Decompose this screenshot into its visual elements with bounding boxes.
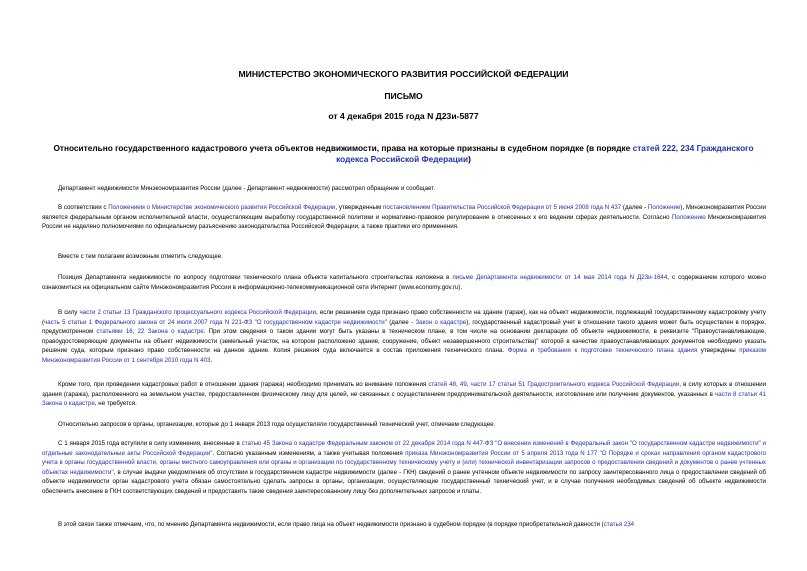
paragraph-text: , утвержденным [335,204,384,211]
paragraph-text: В силу [58,309,80,316]
paragraph-text: Вместе с тем полагаем возможным отметить следующее. [58,253,223,260]
paragraph-text: , в силу которых в отношении здания (гаража), расположенного на земельном участке, предоставленном физическому лицу для целей, не связанных с осуществлением предпринимательской деятельности, изготовление или получение документов, указанных в [42,381,767,398]
paragraph-text: , с содержанием которого можно ознакомиться на официальном сайте Минэкономразвития России в информационно-телекоммуникационной сети Интернет (www.economy.gov.ru). [42,274,766,291]
paragraph-technical-plan [42,273,766,292]
paragraph-text: . Согласно указанным изменениям, а также учитывая положения [212,449,406,457]
document-type-heading: ПИСЬМО [384,91,423,101]
regulation-short-link[interactable]: Положение [647,204,681,211]
paragraph-text: , [466,381,471,388]
article-41-link[interactable]: части 8 статьи 41 Закона о кадастре [42,390,767,408]
paragraph-text: , [456,381,460,388]
regulation-link[interactable]: Положением о Министерстве экономического развития Российской Федерации [108,204,336,211]
paragraph-text: Минэкономразвития России не наделено полномочиями по официальному разъяснению законодательства Российской Федерации, а также практики его применения. [42,213,767,231]
paragraph-court-decision [42,308,766,366]
urban-code-link[interactable]: части 17 статьи 51 Градостроительного кодекса Российской Федерации [470,381,680,388]
paragraph-text: , в случае выдачи уведомления об отсутствии в государственном кадастре недвижимости (далее - ГКН) сведений о ранее учтенном объекте недвижимости по запросу заинтересованного лица о предоставлении сведений об объекте недвижимости орган кадастрового учета обязан самостоятельно сделать запросы в органы, организации, осуществляющие государственный технический учет, и в случае получения необходимых сведений об объекте недвижимости обеспечить внесение в ГКН соответствующих сведений и предоставить такие сведения заинтересованному лицу без дополнительных запросов и платы. [42,468,766,495]
article-48-link[interactable]: статей 48 [428,381,457,388]
federal-law-447-link[interactable]: статью 45 Закона о кадастре Федеральным законом от 22 декабря 2014 года N 447-ФЗ "О внесении изменений в Федеральный закон "О государственном кадастре недвижимости" и отдельные законодательные акты Российской Федерации" [42,440,766,457]
regulation-short-link-2[interactable]: Положению [671,213,706,221]
paragraph-text: , не требуется. [94,400,137,408]
government-decree-link[interactable]: постановлением Правительства Российской Федерации от 5 июня 2008 года N 437 [383,204,622,211]
paragraph-text: Относительно запросов в органы, организации, которые до 1 января 2013 года осуществляли государственный технический учет, отмечаем следующее. [58,421,496,428]
paragraph-text: . [210,356,213,364]
paragraph-text: В этой связи также отмечаем, что, по мнению Департамента недвижимости, если право лица на объект недвижимости признано в судебном порядке (в порядке приобретательной давности ( [58,521,604,528]
paragraph-text: С 1 января 2015 года вступили в силу изменения, внесенные в [58,440,242,447]
article-234-link[interactable]: статья 234 [603,521,635,528]
requirements-link[interactable]: требования к подготовке технического плана здания [537,347,698,355]
paragraph-requests [42,420,766,430]
paragraph-conclusion [42,520,766,530]
paragraph-text: (далее - [386,318,416,326]
paragraph-text: Позиция Департамента недвижимости по вопросу подготовки технического плана объекта капитального строительства изложена в [58,274,453,281]
paragraph-text: ), государственный кадастровый учет в отношении такого здания может быть осуществлен в порядке, предусмотренном [42,318,767,336]
title-text-end: ) [468,154,471,164]
document-title [40,143,767,165]
paragraph-text: , если решением суда признано право собственности на здание (гараж), как на объект недвижимости, подлежащий государственному кадастровому учету ( [42,309,767,326]
paragraph-competence [42,203,766,232]
paragraph-text: , [132,328,138,336]
article-16-link[interactable]: статьями 16 [96,328,133,336]
paragraph-text: . При этом сведения о таком здании могут быть указаны в техническом плане, в том числе на основании декларации об объекте недвижимости, в реквизите "Правоустанавливающие, правоудостоверяющие документы на объект недвижимости (земельный участок, на котором расположено здание, сооружение, объект незавершенного строительства)" которой в качестве правоустанавливающих документов необходимо указать решение суда, которым признано право собственности на данное здание. Копия решения суда включается в состав приложения технического плана. [42,328,766,355]
paragraph-text: Кроме того, при проведении кадастровых работ в отношении здания (гаража) необходимо принимать во внимание положения [58,381,429,388]
department-letter-link[interactable]: письме Департамента недвижимости от 14 мая 2014 года N Д23и-1644 [452,274,668,281]
paragraph-text: (далее - [621,204,648,211]
paragraph-text: В соответствии с [58,204,109,211]
paragraph-text: и [526,347,538,355]
civil-procedure-code-link[interactable]: части 2 статьи 13 Гражданского процессуального кодекса Российской Федерации [79,309,317,316]
paragraph-text: Департамент недвижимости Минэкономразвития России (далее - Департамент недвижимости) рассмотрел обращение и сообщает. [58,185,436,192]
cadastre-law-link[interactable]: Закон о кадастре [415,318,467,326]
ministry-heading: МИНИСТЕРСТВО ЭКОНОМИЧЕСКОГО РАЗВИТИЯ РОССИЙСКОЙ ФЕДЕРАЦИИ [238,69,569,79]
paragraph-urban-code [42,380,766,409]
article-49-link[interactable]: 49 [459,381,467,388]
order-403-link[interactable]: приказом Минэкономразвития России от 1 сентября 2010 года N 403 [42,347,766,364]
form-link[interactable]: Форма [507,347,527,355]
paragraph-note [42,252,766,262]
order-177-link[interactable]: приказа Минэкономразвития России от 5 апреля 2013 года N 177 "О Порядке и сроках направления органом кадастрового учета в органы государственной власти, органы местного самоуправления или органы и организации по государственному техническому учету и (или) технической инвентаризации запросов о предоставлении сведений и документов о ранее учтенных объектах недвижимости" [42,449,766,476]
document-date-number: от 4 декабря 2015 года N Д23и-5877 [328,111,479,121]
article-22-link[interactable]: 22 Закона о кадастре [137,328,204,336]
paragraph-intro [42,184,766,194]
federal-law-221-link[interactable]: часть 5 статьи 1 Федерального закона от 24 июля 2007 года N 221-ФЗ "О государственном кадастре недвижимости" [44,318,387,326]
paragraph-text: ), Минэкономразвития России является федеральным органом исполнительной власти, осуществляющим выработку государственной политики и нормативно-правовое регулирование в отнесенных к его ведении сферах деятельности. Согласно [42,204,766,221]
paragraph-amendments [42,439,766,497]
paragraph-text: утверждены [697,347,740,355]
title-law-link[interactable]: статей 222, 234 Гражданского кодекса Российской Федерации [336,143,754,164]
title-text: Относительно государственного кадастрового учета объектов недвижимости, права на которые признаны в судебном порядке (в порядке [53,143,633,153]
